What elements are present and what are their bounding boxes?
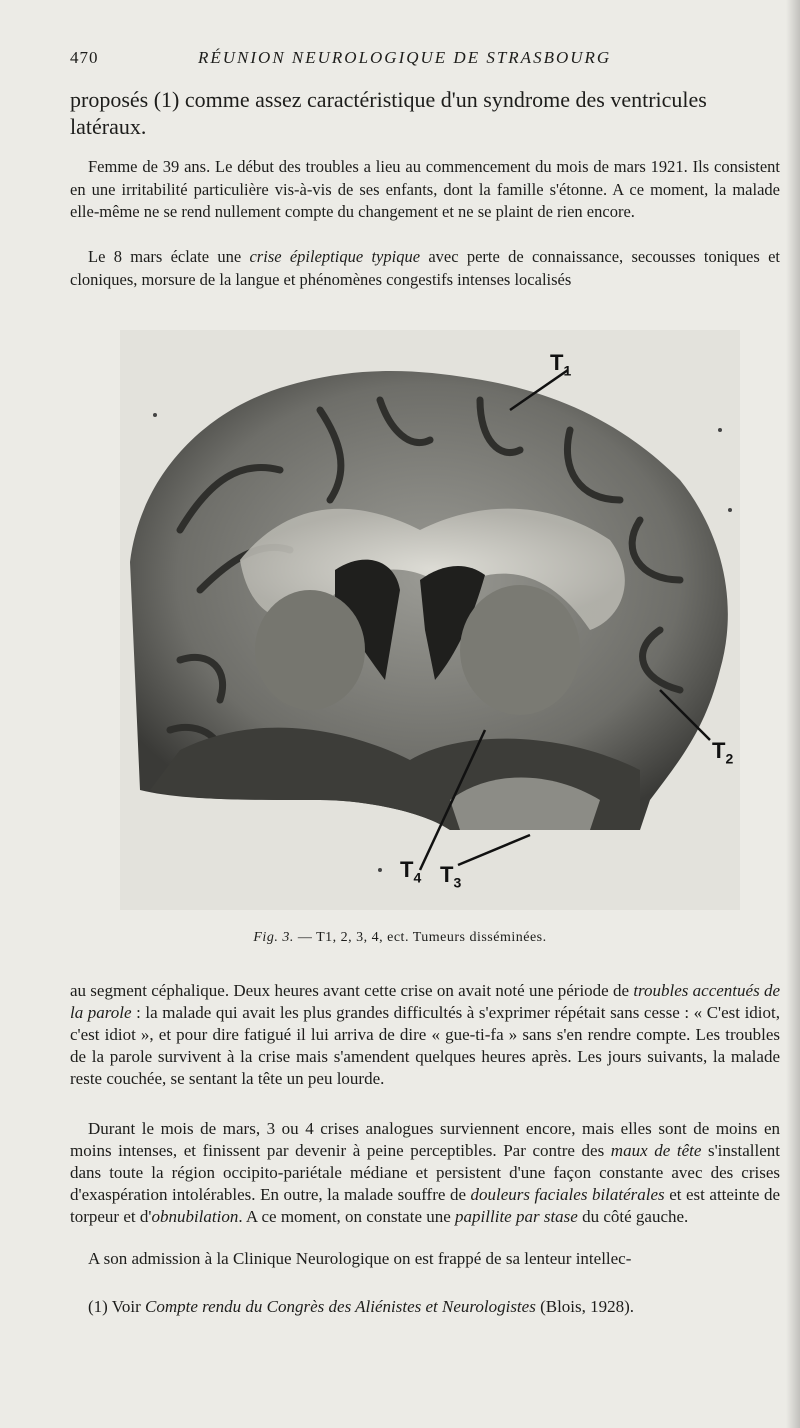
- brain-section-figure: [120, 330, 740, 910]
- page-number: 470: [70, 48, 99, 67]
- running-header: [70, 48, 760, 78]
- paragraph-case-history: Femme de 39 ans. Le début des troubles a lieu au commencement du mois de mars 1921. Ils consistent en une irritabilité particulière vis-à-vis de ses enfants, dont la famille s'étonne. A ce moment, la malade elle-même ne se rend nullement compte du changement et ne se plaint de rien encore.: [70, 157, 780, 221]
- paragraph-seizure: [70, 246, 780, 291]
- brain-section-photo: [120, 330, 740, 910]
- p4-text-a: Durant le mois de mars, 3 ou 4 crises analogues surviennent encore, mais elles sont de moins en moins intenses, et finissent par devenir à peine perceptibles. Par contre des: [70, 1119, 780, 1160]
- label-t2: $T_2$: [712, 738, 734, 767]
- footnote: [70, 1296, 780, 1318]
- p4-text-b: s'installent dans toute la région occipito-pariétale médiane et persistent d'une façon constante avec des crises d'exaspération intolérables. En outre, la malade souffre de: [70, 1141, 780, 1204]
- p4-text-e: du côté gauche.: [577, 1207, 689, 1226]
- p4-text-d: . A ce moment, on constate une: [238, 1207, 456, 1226]
- footnote-text-b: (Blois, 1928).: [535, 1297, 635, 1316]
- running-title: RÉUNION NEUROLOGIQUE DE STRASBOURG: [198, 48, 612, 67]
- p4-italic-3: obnubilation: [151, 1207, 239, 1226]
- paragraph-speech-troubles: [70, 980, 780, 1090]
- caption-text: — T1, 2, 3, 4, ect. Tumeurs disséminées.: [293, 930, 547, 945]
- p2-text-b: avec perte de connaissance, secousses toniques et cloniques, morsure de la langue et phénomènes congestifs intenses localisés: [70, 247, 781, 289]
- p4-italic-1: maux de tête: [610, 1141, 702, 1160]
- label-t1: $T_1$: [550, 350, 572, 379]
- intro-paragraph: proposés (1) comme assez caractéristique d'un syndrome des ventricules latéraux.: [70, 87, 707, 139]
- p3-text-b: : la malade qui avait les plus grandes difficultés à s'exprimer répétait sans cesse : « C'est idiot, c'est idiot », et pour dire fatigué il lui arriva de dire « gue-ti-fa » sans s'en rendre compte. Les troubles de la parole survivent à la crise mais s'amendent quelques heures après. Les jours suivants, la malade reste couchée, se sentant la tête un peu lourde.: [70, 1003, 780, 1088]
- caption-lead: Fig. 3.: [253, 930, 294, 945]
- p2-italic: crise épileptique typique: [249, 247, 421, 266]
- figure-caption: [0, 930, 800, 946]
- p4-italic-4: papillite par stase: [455, 1207, 578, 1226]
- p3-text-a: au segment céphalique. Deux heures avant cette crise on avait noté une période de: [70, 981, 634, 1000]
- label-t4: $T_4$: [400, 857, 422, 886]
- page-edge-shadow: [786, 0, 800, 1428]
- p4-text-c: et est atteinte de torpeur et d': [70, 1185, 780, 1226]
- paragraph-march-crises: [70, 1118, 780, 1228]
- label-t3: $T_3$: [440, 862, 462, 891]
- p4-italic-2: douleurs faciales bilatérales: [470, 1185, 665, 1204]
- footnote-text-a: (1) Voir: [88, 1297, 145, 1316]
- paragraph-admission: A son admission à la Clinique Neurologique on est frappé de sa lenteur intellec-: [88, 1249, 632, 1268]
- p2-text-a: Le 8 mars éclate une: [88, 247, 250, 266]
- p3-italic: troubles accentués de la parole: [70, 981, 780, 1022]
- footnote-italic: Compte rendu du Congrès des Aliénistes et Neurologistes: [145, 1297, 536, 1316]
